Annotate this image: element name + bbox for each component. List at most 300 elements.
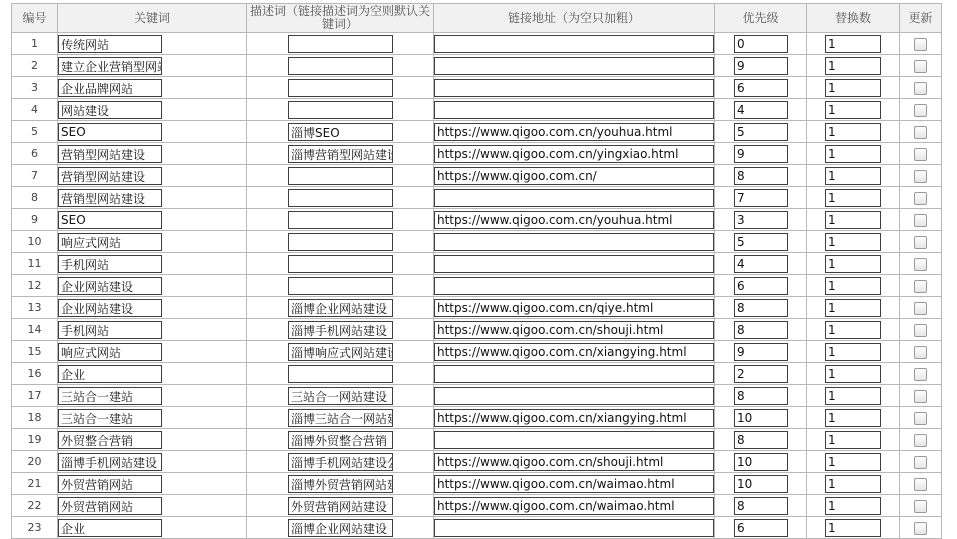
description-cell: [247, 341, 434, 363]
header-num: 编号: [12, 4, 58, 33]
keyword-input[interactable]: [58, 453, 162, 471]
table-row: [12, 121, 942, 143]
priority-input[interactable]: [734, 475, 788, 493]
priority-cell: [715, 33, 807, 55]
replace-count-input[interactable]: [825, 189, 881, 207]
keyword-cell: [58, 209, 247, 231]
header-keyword: 关键词: [58, 4, 247, 33]
replace-count-input[interactable]: [825, 343, 881, 361]
update-checkbox[interactable]: [914, 412, 927, 425]
description-cell: [247, 55, 434, 77]
update-cell: [900, 99, 942, 121]
url-input[interactable]: [434, 321, 714, 339]
description-input[interactable]: [288, 519, 393, 537]
description-input[interactable]: [288, 497, 393, 515]
table-row: [12, 143, 942, 165]
row-number: 7: [12, 165, 58, 187]
url-cell: [434, 165, 715, 187]
replace-count-cell: [807, 451, 900, 473]
url-cell: [434, 319, 715, 341]
row-number: 20: [12, 451, 58, 473]
description-cell: [247, 209, 434, 231]
priority-input[interactable]: [734, 519, 788, 537]
description-input[interactable]: [288, 35, 393, 53]
update-cell: [900, 231, 942, 253]
replace-count-input[interactable]: [825, 431, 881, 449]
table-row: [12, 55, 942, 77]
replace-count-cell: [807, 99, 900, 121]
priority-input[interactable]: [734, 57, 788, 75]
update-checkbox[interactable]: [914, 390, 927, 403]
table-row: [12, 297, 942, 319]
replace-count-input[interactable]: [825, 277, 881, 295]
replace-count-input[interactable]: [825, 519, 881, 537]
priority-cell: [715, 253, 807, 275]
replace-count-input[interactable]: [825, 123, 881, 141]
row-number: 1: [12, 33, 58, 55]
replace-count-input[interactable]: [825, 453, 881, 471]
keyword-input[interactable]: [58, 101, 162, 119]
keyword-input[interactable]: [58, 189, 162, 207]
keyword-input[interactable]: [58, 387, 162, 405]
update-checkbox[interactable]: [914, 170, 927, 183]
replace-count-cell: [807, 341, 900, 363]
keyword-input[interactable]: [58, 497, 162, 515]
table-row: [12, 517, 942, 539]
row-number: 19: [12, 429, 58, 451]
update-checkbox[interactable]: [914, 38, 927, 51]
url-input[interactable]: [434, 79, 714, 97]
priority-cell: [715, 473, 807, 495]
table-row: [12, 451, 942, 473]
priority-input[interactable]: [734, 101, 788, 119]
keyword-cell: [58, 517, 247, 539]
replace-count-input[interactable]: [825, 497, 881, 515]
replace-count-input[interactable]: [825, 233, 881, 251]
priority-cell: [715, 341, 807, 363]
table-row: [12, 33, 942, 55]
table-row: [12, 99, 942, 121]
keyword-cell: [58, 297, 247, 319]
keyword-input[interactable]: [58, 57, 162, 75]
replace-count-input[interactable]: [825, 299, 881, 317]
url-cell: [434, 495, 715, 517]
replace-count-cell: [807, 319, 900, 341]
replace-count-input[interactable]: [825, 57, 881, 75]
description-cell: [247, 517, 434, 539]
replace-count-input[interactable]: [825, 365, 881, 383]
priority-cell: [715, 385, 807, 407]
priority-input[interactable]: [734, 145, 788, 163]
update-cell: [900, 209, 942, 231]
priority-cell: [715, 407, 807, 429]
url-cell: [434, 121, 715, 143]
update-checkbox[interactable]: [914, 104, 927, 117]
priority-input[interactable]: [734, 277, 788, 295]
replace-count-cell: [807, 253, 900, 275]
update-checkbox[interactable]: [914, 60, 927, 73]
row-number: 16: [12, 363, 58, 385]
replace-count-input[interactable]: [825, 321, 881, 339]
replace-count-cell: [807, 33, 900, 55]
replace-count-input[interactable]: [825, 211, 881, 229]
url-cell: [434, 99, 715, 121]
replace-count-cell: [807, 209, 900, 231]
update-cell: [900, 77, 942, 99]
url-cell: [434, 231, 715, 253]
row-number: 5: [12, 121, 58, 143]
replace-count-cell: [807, 143, 900, 165]
url-input[interactable]: [434, 475, 714, 493]
row-number: 17: [12, 385, 58, 407]
keyword-input[interactable]: [58, 233, 162, 251]
update-checkbox[interactable]: [914, 500, 927, 513]
priority-cell: [715, 231, 807, 253]
description-input[interactable]: [288, 57, 393, 75]
description-input[interactable]: [288, 431, 393, 449]
url-input[interactable]: [434, 167, 714, 185]
description-cell: [247, 451, 434, 473]
update-checkbox[interactable]: [914, 324, 927, 337]
url-input[interactable]: [434, 453, 714, 471]
replace-count-cell: [807, 55, 900, 77]
replace-count-input[interactable]: [825, 387, 881, 405]
table-header-row: [12, 4, 942, 33]
url-input[interactable]: [434, 57, 714, 75]
url-cell: [434, 429, 715, 451]
keyword-input[interactable]: [58, 519, 162, 537]
description-cell: [247, 99, 434, 121]
update-checkbox[interactable]: [914, 126, 927, 139]
update-cell: [900, 187, 942, 209]
description-input[interactable]: [288, 387, 393, 405]
description-input[interactable]: [288, 343, 393, 361]
url-input[interactable]: [434, 387, 714, 405]
keyword-input[interactable]: [58, 321, 162, 339]
description-input[interactable]: [288, 211, 393, 229]
priority-cell: [715, 517, 807, 539]
row-number: 8: [12, 187, 58, 209]
table-row: [12, 77, 942, 99]
url-input[interactable]: [434, 233, 714, 251]
description-input[interactable]: [288, 233, 393, 251]
url-input[interactable]: [434, 497, 714, 515]
row-number: 18: [12, 407, 58, 429]
description-input[interactable]: [288, 101, 393, 119]
keyword-input[interactable]: [58, 211, 162, 229]
keyword-cell: [58, 495, 247, 517]
replace-count-cell: [807, 77, 900, 99]
priority-cell: [715, 77, 807, 99]
url-cell: [434, 407, 715, 429]
update-cell: [900, 297, 942, 319]
update-checkbox[interactable]: [914, 478, 927, 491]
url-cell: [434, 77, 715, 99]
priority-input[interactable]: [734, 409, 788, 427]
update-cell: [900, 319, 942, 341]
priority-cell: [715, 297, 807, 319]
update-checkbox[interactable]: [914, 522, 927, 535]
priority-cell: [715, 495, 807, 517]
replace-count-cell: [807, 385, 900, 407]
header-update: 更新: [900, 4, 942, 33]
url-cell: [434, 341, 715, 363]
priority-input[interactable]: [734, 167, 788, 185]
table-row: [12, 165, 942, 187]
update-cell: [900, 363, 942, 385]
priority-cell: [715, 187, 807, 209]
update-cell: [900, 33, 942, 55]
keyword-input[interactable]: [58, 145, 162, 163]
keyword-input[interactable]: [58, 343, 162, 361]
update-cell: [900, 275, 942, 297]
priority-input[interactable]: [734, 79, 788, 97]
row-number: 11: [12, 253, 58, 275]
priority-input[interactable]: [734, 343, 788, 361]
priority-input[interactable]: [734, 299, 788, 317]
table-row: [12, 363, 942, 385]
replace-count-cell: [807, 231, 900, 253]
url-input[interactable]: [434, 189, 714, 207]
description-input[interactable]: [288, 321, 393, 339]
description-input[interactable]: [288, 255, 393, 273]
description-cell: [247, 407, 434, 429]
description-input[interactable]: [288, 167, 393, 185]
replace-count-cell: [807, 517, 900, 539]
header-description: 描述词（链接描述词为空则默认关键词）: [247, 4, 434, 33]
description-cell: [247, 429, 434, 451]
update-cell: [900, 429, 942, 451]
header-priority: 优先级: [715, 4, 807, 33]
keyword-input[interactable]: [58, 167, 162, 185]
keyword-cell: [58, 473, 247, 495]
priority-input[interactable]: [734, 211, 788, 229]
priority-cell: [715, 55, 807, 77]
priority-input[interactable]: [734, 189, 788, 207]
url-input[interactable]: [434, 519, 714, 537]
priority-cell: [715, 275, 807, 297]
replace-count-cell: [807, 165, 900, 187]
priority-input[interactable]: [734, 233, 788, 251]
description-input[interactable]: [288, 409, 393, 427]
replace-count-input[interactable]: [825, 475, 881, 493]
replace-count-input[interactable]: [825, 35, 881, 53]
update-checkbox[interactable]: [914, 214, 927, 227]
priority-cell: [715, 363, 807, 385]
table-row: [12, 407, 942, 429]
keyword-cell: [58, 231, 247, 253]
priority-cell: [715, 429, 807, 451]
replace-count-cell: [807, 275, 900, 297]
description-cell: [247, 143, 434, 165]
url-input[interactable]: [434, 101, 714, 119]
replace-count-input[interactable]: [825, 79, 881, 97]
url-input[interactable]: [434, 211, 714, 229]
keyword-input[interactable]: [58, 365, 162, 383]
keyword-cell: [58, 121, 247, 143]
priority-input[interactable]: [734, 123, 788, 141]
row-number: 22: [12, 495, 58, 517]
replace-count-cell: [807, 121, 900, 143]
description-input[interactable]: [288, 365, 393, 383]
url-input[interactable]: [434, 255, 714, 273]
description-input[interactable]: [288, 299, 393, 317]
url-cell: [434, 297, 715, 319]
update-checkbox[interactable]: [914, 368, 927, 381]
row-number: 21: [12, 473, 58, 495]
row-number: 2: [12, 55, 58, 77]
keyword-input[interactable]: [58, 409, 162, 427]
url-input[interactable]: [434, 123, 714, 141]
header-replace-count: 替换数: [807, 4, 900, 33]
keyword-input[interactable]: [58, 255, 162, 273]
replace-count-input[interactable]: [825, 145, 881, 163]
update-checkbox[interactable]: [914, 192, 927, 205]
priority-input[interactable]: [734, 387, 788, 405]
url-input[interactable]: [434, 299, 714, 317]
table-row: [12, 253, 942, 275]
update-cell: [900, 473, 942, 495]
description-cell: [247, 253, 434, 275]
replace-count-cell: [807, 473, 900, 495]
url-cell: [434, 209, 715, 231]
url-cell: [434, 143, 715, 165]
description-cell: [247, 231, 434, 253]
priority-cell: [715, 209, 807, 231]
update-cell: [900, 451, 942, 473]
replace-count-input[interactable]: [825, 167, 881, 185]
keyword-input[interactable]: [58, 277, 162, 295]
keyword-input[interactable]: [58, 431, 162, 449]
update-cell: [900, 253, 942, 275]
keyword-cell: [58, 77, 247, 99]
priority-cell: [715, 143, 807, 165]
keyword-cell: [58, 429, 247, 451]
priority-cell: [715, 121, 807, 143]
keyword-cell: [58, 187, 247, 209]
url-cell: [434, 253, 715, 275]
url-input[interactable]: [434, 35, 714, 53]
update-checkbox[interactable]: [914, 236, 927, 249]
update-checkbox[interactable]: [914, 258, 927, 271]
header-url: 链接地址（为空只加粗）: [434, 4, 715, 33]
url-cell: [434, 363, 715, 385]
description-input[interactable]: [288, 453, 393, 471]
replace-count-input[interactable]: [825, 409, 881, 427]
replace-count-input[interactable]: [825, 255, 881, 273]
update-checkbox[interactable]: [914, 82, 927, 95]
description-cell: [247, 385, 434, 407]
priority-input[interactable]: [734, 35, 788, 53]
table-row: [12, 319, 942, 341]
replace-count-cell: [807, 495, 900, 517]
keyword-cell: [58, 253, 247, 275]
keyword-input[interactable]: [58, 475, 162, 493]
url-cell: [434, 473, 715, 495]
description-input[interactable]: [288, 145, 393, 163]
table-row: [12, 429, 942, 451]
replace-count-input[interactable]: [825, 101, 881, 119]
row-number: 13: [12, 297, 58, 319]
update-cell: [900, 121, 942, 143]
url-cell: [434, 187, 715, 209]
row-number: 10: [12, 231, 58, 253]
url-cell: [434, 33, 715, 55]
priority-input[interactable]: [734, 497, 788, 515]
url-cell: [434, 55, 715, 77]
description-input[interactable]: [288, 277, 393, 295]
priority-cell: [715, 451, 807, 473]
update-cell: [900, 517, 942, 539]
priority-input[interactable]: [734, 255, 788, 273]
keyword-input[interactable]: [58, 299, 162, 317]
row-number: 9: [12, 209, 58, 231]
keyword-cell: [58, 363, 247, 385]
description-cell: [247, 121, 434, 143]
update-cell: [900, 143, 942, 165]
table-row: [12, 385, 942, 407]
description-cell: [247, 473, 434, 495]
replace-count-cell: [807, 429, 900, 451]
row-number: 23: [12, 517, 58, 539]
keyword-cell: [58, 275, 247, 297]
update-cell: [900, 341, 942, 363]
table-row: [12, 275, 942, 297]
description-cell: [247, 77, 434, 99]
priority-input[interactable]: [734, 453, 788, 471]
update-checkbox[interactable]: [914, 302, 927, 315]
row-number: 14: [12, 319, 58, 341]
description-cell: [247, 495, 434, 517]
description-cell: [247, 33, 434, 55]
priority-input[interactable]: [734, 431, 788, 449]
description-input[interactable]: [288, 475, 393, 493]
keyword-input[interactable]: [58, 123, 162, 141]
update-cell: [900, 55, 942, 77]
update-checkbox[interactable]: [914, 280, 927, 293]
url-input[interactable]: [434, 431, 714, 449]
keyword-cell: [58, 99, 247, 121]
keyword-link-table: [11, 3, 942, 539]
url-input[interactable]: [434, 145, 714, 163]
replace-count-cell: [807, 297, 900, 319]
priority-cell: [715, 165, 807, 187]
url-input[interactable]: [434, 409, 714, 427]
description-input[interactable]: [288, 123, 393, 141]
url-input[interactable]: [434, 365, 714, 383]
url-cell: [434, 385, 715, 407]
url-input[interactable]: [434, 343, 714, 361]
replace-count-cell: [807, 187, 900, 209]
description-input[interactable]: [288, 189, 393, 207]
description-cell: [247, 297, 434, 319]
priority-input[interactable]: [734, 321, 788, 339]
replace-count-cell: [807, 363, 900, 385]
keyword-cell: [58, 143, 247, 165]
update-checkbox[interactable]: [914, 346, 927, 359]
update-checkbox[interactable]: [914, 456, 927, 469]
priority-input[interactable]: [734, 365, 788, 383]
description-input[interactable]: [288, 79, 393, 97]
update-checkbox[interactable]: [914, 434, 927, 447]
description-cell: [247, 275, 434, 297]
url-input[interactable]: [434, 277, 714, 295]
keyword-input[interactable]: [58, 79, 162, 97]
update-checkbox[interactable]: [914, 148, 927, 161]
keyword-cell: [58, 407, 247, 429]
keyword-input[interactable]: [58, 35, 162, 53]
table-row: [12, 473, 942, 495]
